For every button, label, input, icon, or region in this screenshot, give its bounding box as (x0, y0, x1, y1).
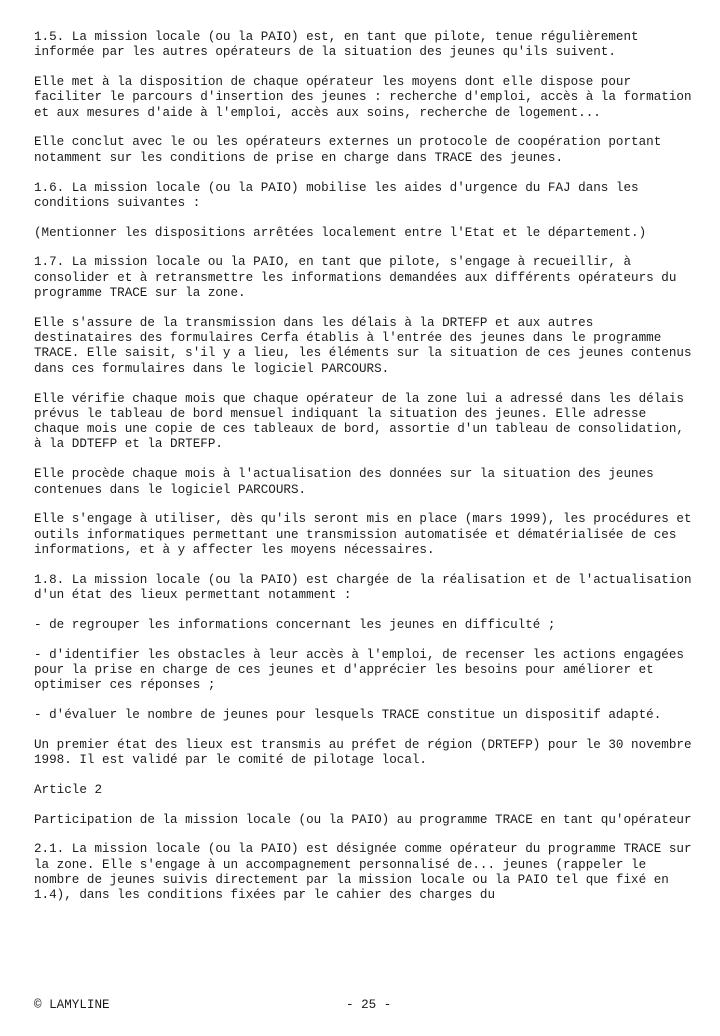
paragraph-outils: Elle s'engage à utiliser, dès qu'ils seront mis en place (mars 1999), les procédures et outils informatiques permettant une transmission automatisée et dématérialisée de ces informations, et à y affecter les moyens nécessaires. (34, 512, 692, 557)
paragraph-verification: Elle vérifie chaque mois que chaque opérateur de la zone lui a adressé dans les délais prévus le tableau de bord mensuel indiquant la situation des jeunes. Elle adresse chaque mois une copie de ces tableaux de bord, assortie d'un tableau de consolidation, à la DDTEFP et la DRTEFP. (34, 391, 684, 452)
paragraph-1-5: 1.5. La mission locale (ou la PAIO) est, en tant que pilote, tenue régulièrement informée par les autres opérateurs de la situation des jeunes qu'ils suivent. (34, 30, 639, 60)
footer-copyright: © LAMYLINE (34, 998, 110, 1012)
page-number: - 25 - (346, 998, 392, 1012)
article-heading: Article 2 (34, 782, 103, 797)
paragraph-transmission: Elle s'assure de la transmission dans les délais à la DRTEFP et aux autres destinataires des formulaires Cerfa établis à l'entrée des jeunes dans le programme TRACE. Elle saisit, s'il y a lieu, les éléments sur la situation de ces jeunes contenus dans ces formulaires dans le logiciel PARCOURS. (34, 315, 692, 376)
paragraph-mentionner: (Mentionner les dispositions arrêtées localement entre l'Etat et le département.) (34, 225, 647, 240)
list-item-evaluer: - d'évaluer le nombre de jeunes pour lesquels TRACE constitue un dispositif adapté. (34, 708, 662, 722)
list-item-regrouper: - de regrouper les informations concernant les jeunes en difficulté ; (34, 617, 556, 632)
paragraph-1-6: 1.6. La mission locale (ou la PAIO) mobilise les aides d'urgence du FAJ dans les conditions suivantes : (34, 180, 639, 210)
paragraph-2-1: 2.1. La mission locale (ou la PAIO) est désignée comme opérateur du programme TRACE sur la zone. Elle s'engage à un accompagnement personnalisé de... jeunes (rappeler le nombre de jeunes suivis directement par la mission locale ou la PAIO tel que fixé en 1.4), dans les conditions fixées par le cahier des charges du (34, 842, 692, 903)
document-body (34, 30, 696, 918)
paragraph-moyens: Elle met à la disposition de chaque opérateur les moyens dont elle dispose pour faciliter le parcours d'insertion des jeunes : recherche d'emploi, accès à la formation et aux mesures d'aide à l'emploi, accès aux soins, recherche de logement... (34, 75, 692, 120)
article-title: Participation de la mission locale (ou la PAIO) au programme TRACE en tant qu'opérateur (34, 812, 692, 827)
list-item-identifier: - d'identifier les obstacles à leur accès à l'emploi, de recenser les actions engagées pour la prise en charge de ces jeunes et d'apprécier les besoins pour améliorer et optimiser ces réponses ; (34, 647, 684, 693)
paragraph-actualisation: Elle procède chaque mois à l'actualisation des données sur la situation des jeunes contenues dans le logiciel PARCOURS. (34, 467, 654, 497)
paragraph-protocole: Elle conclut avec le ou les opérateurs externes un protocole de coopération portant notamment sur les conditions de prise en charge dans TRACE des jeunes. (34, 135, 662, 165)
paragraph-1-7: 1.7. La mission locale ou la PAIO, en tant que pilote, s'engage à recueillir, à consolider et à retransmettre les informations demandées aux différents opérateurs du programme TRACE sur la zone. (34, 255, 677, 301)
paragraph-1-8: 1.8. La mission locale (ou la PAIO) est chargée de la réalisation et de l'actualisation d'un état des lieux permettant notamment : (34, 572, 692, 603)
paragraph-etat-des-lieux: Un premier état des lieux est transmis au préfet de région (DRTEFP) pour le 30 novembre 1998. Il est validé par le comité de pilotage local. (34, 737, 692, 768)
